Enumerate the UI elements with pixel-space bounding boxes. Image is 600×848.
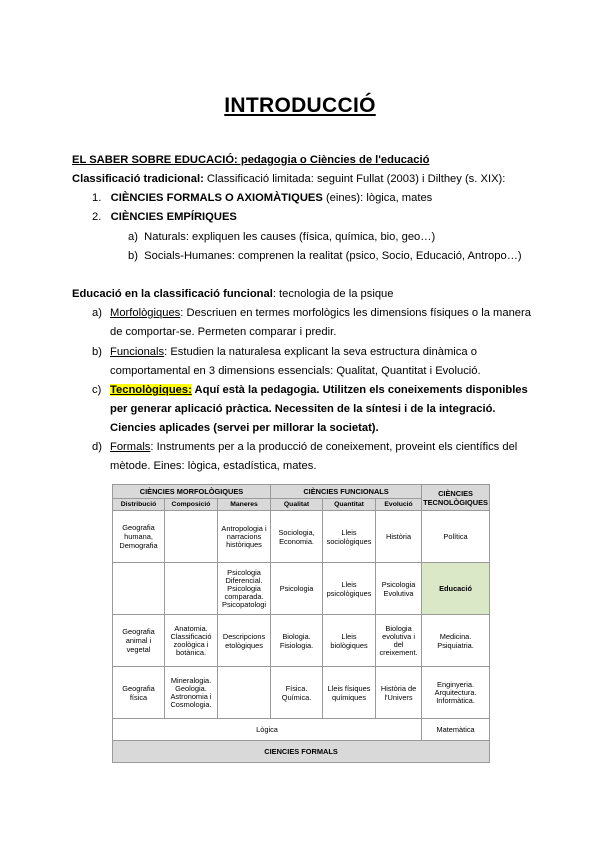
- table-cell: Psicologia Diferencial. Psicologia comparada. Psicopatologi: [218, 563, 271, 615]
- item-text-line3: Ciencies aplicades (servei per millorar la societat).: [110, 422, 379, 434]
- section-heading: EL SABER SOBRE EDUCACIÓ: pedagogia o Ciències de l'educació: [72, 154, 430, 166]
- list-item: [92, 306, 102, 321]
- table-cell: Biologia. Fisiologia.: [271, 615, 323, 667]
- group-header: CIÈNCIES TECNOLÒGIQUES: [422, 485, 490, 511]
- functional-label: Educació en la classificació funcional: [72, 288, 273, 300]
- table-cell: Història de l'Univers: [376, 667, 422, 719]
- item-number: 2.: [92, 211, 102, 223]
- table-cell-highlight: Educació: [422, 563, 490, 615]
- list-item: [92, 191, 432, 206]
- table-row: [113, 719, 490, 741]
- subheader: Quantitat: [323, 499, 376, 511]
- table-cell: Lleis físiques químiques: [323, 667, 376, 719]
- table-cell: Geografia animal i vegetal: [113, 615, 165, 667]
- logic-cell: Lògica: [113, 719, 422, 741]
- item-letter: d): [92, 441, 102, 453]
- item-text: : Descriuen en termes morfològics les dimensions físiques o la manera: [180, 307, 531, 319]
- list-item: [92, 440, 102, 455]
- table-row: [113, 563, 490, 615]
- table-cell: Lleis sociològiques: [323, 511, 376, 563]
- table-cell: [165, 563, 218, 615]
- subheader: Distribució: [113, 499, 165, 511]
- table-cell: Descripcions etològiques: [218, 615, 271, 667]
- item-text-line2: per generar aplicació pràctica. Necessiten de la síntesi i de la integració.: [110, 403, 496, 415]
- table-cell: Geografia humana, Demografia: [113, 511, 165, 563]
- item-text: : Estudien la naturalesa explicant la seva estructura dinàmica o: [164, 346, 477, 358]
- formal-sciences-footer: CIENCIES FORMALS: [113, 741, 490, 763]
- table-row: [113, 667, 490, 719]
- table-cell: Antropologia i narracions històriques: [218, 511, 271, 563]
- subitem-letter: a): [128, 231, 138, 243]
- list-item-text: [110, 345, 477, 360]
- list-item-text: [110, 306, 531, 321]
- item-text: : Instruments per a la producció de coneixement, proveint els científics del: [150, 441, 518, 453]
- sciences-table: [112, 484, 490, 763]
- subitem-text: Socials-Humanes: comprenen la realitat (psico, Socio, Educació, Antropo…): [144, 250, 522, 262]
- table-cell: Història: [376, 511, 422, 563]
- table-row: [113, 511, 490, 563]
- table-cell: Mineralogia. Geologia. Astronomia i Cosmologia.: [165, 667, 218, 719]
- classification-line: [72, 172, 505, 187]
- functional-text: : tecnologia de la psique: [272, 288, 394, 300]
- item-term: Formals: [110, 441, 151, 453]
- group-header: CIÈNCIES MORFOLÒGIQUES: [113, 485, 271, 499]
- table-cell: Física. Química.: [271, 667, 323, 719]
- classification-text: Classificació limitada: seguint Fullat (2003) i Dilthey (s. XIX):: [203, 173, 506, 185]
- math-cell: Matemàtica: [422, 719, 490, 741]
- item-title: CIÈNCIES FORMALS O AXIOMÀTIQUES: [110, 192, 323, 204]
- table-cell: [113, 563, 165, 615]
- item-text-line2: comportamental en 3 dimensions essencials: Qualitat, Quantitat i Evolució.: [110, 365, 481, 377]
- classification-label: Classificació tradicional:: [72, 173, 204, 185]
- functional-line: [72, 287, 394, 302]
- subheader: Evolució: [376, 499, 422, 511]
- table-cell: Biologia evolutiva i del creixement.: [376, 615, 422, 667]
- table-cell: Anatomia. Classificació zoològica i botànica.: [165, 615, 218, 667]
- table-footer-row: [113, 741, 490, 763]
- list-subitem: [128, 249, 522, 264]
- list-item: [92, 210, 237, 225]
- subheader: Maneres: [218, 499, 271, 511]
- table-cell: Geografia física: [113, 667, 165, 719]
- item-title: CIÈNCIES EMPÍRIQUES: [110, 211, 237, 223]
- item-term: Funcionals: [110, 346, 165, 358]
- table-cell: Enginyeria. Arquitectura. Informàtica.: [422, 667, 490, 719]
- item-letter: a): [92, 307, 102, 319]
- list-item: [92, 345, 102, 360]
- group-header: CIÈNCIES FUNCIONALS: [271, 485, 422, 499]
- table-row: [113, 615, 490, 667]
- subheader: Composició: [165, 499, 218, 511]
- table-cell: Política: [422, 511, 490, 563]
- item-term: Tecnològiques:: [110, 384, 192, 396]
- table-cell: Lleis biològiques: [323, 615, 376, 667]
- subitem-letter: b): [128, 250, 138, 262]
- item-letter: c): [92, 384, 102, 396]
- item-term: Morfològiques: [110, 307, 181, 319]
- list-item-text: [110, 440, 517, 455]
- page-title: INTRODUCCIÓ: [224, 94, 376, 117]
- list-subitem: [128, 230, 435, 245]
- item-letter: b): [92, 346, 102, 358]
- item-text-line2: mètode. Eines: lògica, estadística, mates.: [110, 460, 317, 472]
- item-text: Aquí està la pedagogia. Utilitzen els coneixements disponibles: [191, 384, 528, 396]
- table-cell: Psicologia Evolutiva: [376, 563, 422, 615]
- table-cell: Lleis psicològiques: [323, 563, 376, 615]
- list-item: [92, 383, 101, 398]
- table-cell: Psicologia: [271, 563, 323, 615]
- list-item-text: [110, 383, 528, 398]
- subitem-text: Naturals: expliquen les causes (física, química, bio, geo…): [144, 231, 436, 243]
- table-cell: Sociologia, Economia.: [271, 511, 323, 563]
- subheader: Qualitat: [271, 499, 323, 511]
- item-text: (eines): lògica, mates: [322, 192, 433, 204]
- table-header-row: [113, 485, 490, 499]
- table-cell: [165, 511, 218, 563]
- table-cell: Medicina. Psiquiatria.: [422, 615, 490, 667]
- item-number: 1.: [92, 192, 102, 204]
- item-text-line2: de comportar-se. Permeten comparar i predir.: [110, 326, 337, 338]
- table-cell: [218, 667, 271, 719]
